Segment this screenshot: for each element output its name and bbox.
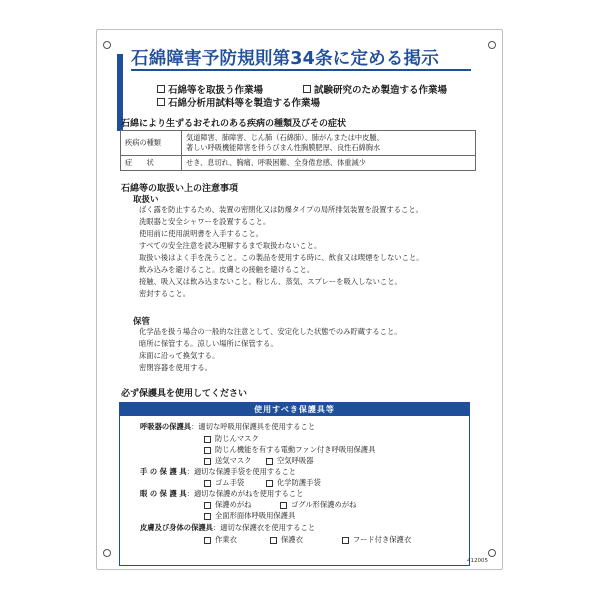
product-code: 412005 (467, 558, 488, 564)
ppe-option: 保護めがね (204, 500, 251, 510)
checkbox-item: 石綿分析用試料等を製造する作業場 (157, 95, 320, 109)
text-line: 飲み込みを避けること。皮膚との接触を避けること。 (139, 265, 315, 274)
sign-title: 石綿障害予防規則第34条に定める掲示 (131, 49, 439, 69)
ppe-option: 防じんマスク (204, 434, 259, 444)
checkbox-icon (204, 480, 211, 487)
text-line: 取扱い後はよく手を洗うこと。この製品を使用する時に、飲食又は喫煙をしないこと。 (139, 253, 424, 262)
table-header-cell: 疾病の種類 (121, 131, 182, 156)
ppe-option: ゴグル形保護めがね (280, 500, 356, 510)
ppe-resp-row: 呼吸器の保護具 ：適切な呼吸用保護具を使用すること (140, 422, 316, 431)
checkbox-icon (204, 537, 211, 544)
ppe-option: 全面形面体呼吸用保護具 (204, 511, 295, 521)
mounting-hole-icon (488, 549, 496, 557)
safety-sign (96, 29, 503, 570)
ppe-box-title: 使用すべき保護具等 (120, 403, 469, 416)
checkbox-icon (157, 98, 165, 106)
mounting-hole-icon (103, 549, 111, 557)
handling-heading: 石綿等の取扱い上の注意事項 (121, 184, 239, 194)
checkbox-icon (204, 458, 211, 465)
text-line: 床面に沿って換気する。 (139, 351, 220, 360)
ppe-eye-row: 眼 の 保 護 具 ：適切な保護めがねを使用すること (140, 489, 304, 498)
text-line: 密閉容器を使用する。 (139, 363, 212, 372)
ppe-heading: 必ず保護具を使用してください (121, 389, 248, 399)
title-underline (131, 69, 471, 71)
ppe-option: 防じん機能を有する電動ファン付き呼吸用保護具 (204, 445, 375, 455)
text-line: 使用前に使用説明書を入手すること。 (139, 229, 264, 238)
text-line: 洗眼器と安全シャワーを設置すること。 (139, 217, 271, 226)
storage-subheading: 保管 (133, 317, 151, 327)
mounting-hole-icon (103, 41, 111, 49)
text-line: 接触、吸入又は飲み込まないこと。粉じん、蒸気、スプレーを吸入しないこと。 (139, 277, 402, 286)
hazard-table (120, 130, 476, 171)
table-row (121, 156, 476, 171)
ppe-option: 保護衣 (270, 535, 303, 545)
checkbox-icon (342, 537, 349, 544)
hazard-heading: 石綿により生ずるおそれのある疾病の種類及びその症状 (121, 119, 347, 129)
checkbox-icon (266, 480, 273, 487)
checkbox-icon (270, 537, 277, 544)
mounting-hole-icon (488, 41, 496, 49)
checkbox-icon (157, 85, 165, 93)
checkbox-icon (266, 458, 273, 465)
table-cell: 気道障害、肺障害、じん肺（石綿肺）、肺がんまたは中皮腫、 著しい呼吸機能障害を伴うびまん性胸膜肥厚、良性石綿胸水 (182, 131, 476, 156)
table-cell: せき、息切れ、胸痛、呼吸困難、全身倦怠感、体重減少 (182, 156, 476, 171)
table-row (121, 131, 476, 156)
text-line: すべての安全注意を読み理解するまで取扱わないこと。 (139, 241, 322, 250)
checkbox-icon (303, 85, 311, 93)
checkbox-icon (204, 513, 211, 520)
text-line: ばく露を防止するため、装置の密閉化又は防爆タイプの局所排気装置を設置すること。 (139, 205, 423, 214)
checkbox-item: 石綿等を取扱う作業場 (157, 82, 263, 96)
ppe-skin-row: 皮膚及び身体の保護具 ：適切な保護衣を使用すること (140, 523, 316, 532)
checkbox-item: 試験研究のため製造する作業場 (303, 82, 447, 96)
handling-subheading: 取扱い (133, 195, 159, 205)
text-line: 密封すること。 (139, 289, 191, 298)
checkbox-icon (204, 447, 211, 454)
ppe-option: 化学防護手袋 (266, 478, 321, 488)
text-line: 化学品を扱う場合の一般的な注意として、安定化した状態でのみ貯蔵すること。 (139, 327, 402, 336)
checkbox-icon (204, 436, 211, 443)
ppe-option: ゴム手袋 (204, 478, 244, 488)
table-header-cell: 症 状 (121, 156, 182, 171)
ppe-hand-row: 手 の 保 護 具 ：適切な保護手袋を使用すること (140, 467, 297, 476)
checkbox-icon (204, 502, 211, 509)
ppe-option: 作業衣 (204, 535, 237, 545)
text-line: 暗所に保管する。涼しい場所に保管する。 (139, 339, 278, 348)
ppe-option: フード付き保護衣 (342, 535, 411, 545)
ppe-option: 送気マスク (204, 456, 251, 466)
checkbox-icon (280, 502, 287, 509)
ppe-option: 空気呼吸器 (266, 456, 313, 466)
ppe-box (119, 402, 470, 566)
